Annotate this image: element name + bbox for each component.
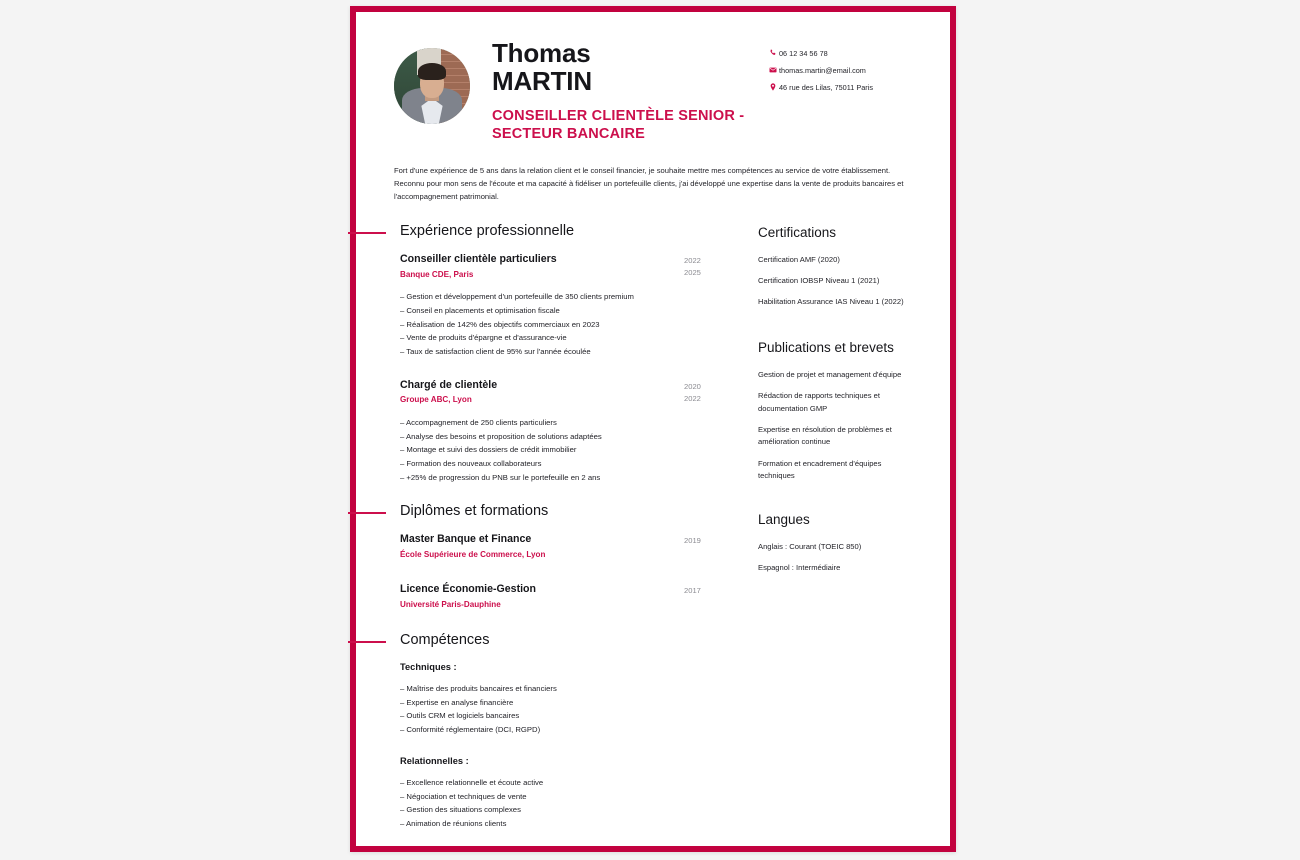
list-item: – Réalisation de 142% des objectifs commerciaux en 2023	[400, 319, 600, 329]
experience-org: Groupe ABC, Lyon	[400, 395, 472, 405]
location-pin-icon	[766, 83, 779, 91]
list-item: – Montage et suivi des dossiers de crédit immobilier	[400, 445, 577, 455]
skills-group-items	[394, 776, 730, 831]
envelope-icon	[766, 66, 779, 74]
education-entry-header	[394, 533, 730, 560]
list-item: Certification IOBSP Niveau 1 (2021)	[758, 275, 880, 285]
experience-entry	[394, 379, 730, 485]
resume-body	[394, 223, 918, 831]
section-dash-icon	[348, 232, 386, 234]
education-entry-titles	[394, 583, 684, 610]
section-heading-education-label: Diplômes et formations	[400, 503, 549, 520]
section-experience	[394, 223, 730, 485]
contact-email-value: thomas.martin@email.com	[779, 65, 866, 75]
education-entry	[394, 533, 730, 560]
list-item: – Conseil en placements et optimisation fiscale	[400, 305, 560, 315]
contact-email	[766, 67, 918, 76]
experience-entry-titles	[394, 379, 684, 406]
section-heading-experience	[394, 223, 730, 239]
list-item: Anglais : Courant (TOEIC 850)	[758, 541, 862, 551]
experience-date-start: 2022	[684, 255, 701, 265]
list-item: – Maîtrise des produits bancaires et financiers	[400, 684, 557, 694]
section-publications	[758, 340, 918, 482]
contact-phone	[766, 50, 918, 59]
phone-icon	[766, 49, 779, 57]
list-item: – Accompagnement de 250 clients particuliers	[400, 417, 557, 427]
contact-phone-value: 06 12 34 56 78	[779, 49, 828, 58]
education-entry	[394, 583, 730, 610]
section-heading-skills-label: Compétences	[400, 632, 490, 649]
education-school: Université Paris-Dauphine	[400, 599, 501, 609]
education-school: École Supérieure de Commerce, Lyon	[400, 550, 546, 560]
section-heading-education	[394, 503, 730, 519]
section-dash-icon	[348, 641, 386, 643]
list-item: – Gestion et développement d'un portefeuille de 350 clients premium	[400, 292, 634, 302]
list-item: – Gestion des situations complexes	[400, 805, 521, 815]
list-item: – +25% de progression du PNB sur le portefeuille en 2 ans	[400, 472, 601, 482]
list-item: – Animation de réunions clients	[400, 818, 507, 828]
list-item: – Négociation et techniques de vente	[400, 791, 527, 801]
education-year: 2017	[684, 585, 701, 595]
section-heading-experience-label: Expérience professionnelle	[400, 222, 575, 239]
name-block	[492, 40, 756, 144]
profile-summary: Fort d'une expérience de 5 ans dans la relation client et le conseil financier, je souhaite mettre mes compétences au service de votre établissement. Reconnu pour mon sens de l'écoute et ma capacité à fidéliser un portefeuille clients, j'ai développé une expertise dans la vente de produits bancaires et l'accompagnement patrimonial.	[394, 165, 904, 201]
contact-address	[766, 84, 918, 93]
resume-sheet	[350, 6, 956, 852]
experience-entry-header	[394, 253, 730, 280]
education-degree: Licence Économie-Gestion	[400, 582, 536, 595]
list-item: – Outils CRM et logiciels bancaires	[400, 711, 520, 721]
list-item: – Taux de satisfaction client de 95% sur l'année écoulée	[400, 346, 591, 356]
list-item: – Vente de produits d'épargne et d'assurance-vie	[400, 333, 567, 343]
experience-bullets	[394, 416, 730, 485]
education-year: 2019	[684, 536, 701, 546]
experience-dates	[684, 379, 730, 406]
experience-entry-titles	[394, 253, 684, 280]
list-item: – Expertise en analyse financière	[400, 697, 514, 707]
section-heading-certifications: Certifications	[758, 224, 837, 240]
section-skills	[394, 632, 730, 831]
list-item: – Conformité réglementaire (DCI, RGPD)	[400, 725, 541, 735]
education-entry-titles	[394, 533, 684, 560]
list-item: Formation et encadrement d'équipes techniques	[758, 458, 882, 480]
list-item: Rédaction de rapports techniques et documentation GMP	[758, 391, 881, 413]
first-name: Thomas	[492, 38, 591, 68]
list-item: Certification AMF (2020)	[758, 254, 840, 264]
last-name: MARTIN	[492, 65, 592, 96]
section-certifications	[758, 225, 918, 309]
list-item: – Formation des nouveaux collaborateurs	[400, 459, 542, 469]
experience-entry-header	[394, 379, 730, 406]
experience-dates	[684, 253, 730, 280]
experience-date-end: 2022	[684, 393, 701, 403]
experience-date-start: 2020	[684, 381, 701, 391]
section-heading-languages: Langues	[758, 512, 810, 528]
contact-address-value: 46 rue des Lilas, 75011 Paris	[779, 82, 873, 92]
list-item: Expertise en résolution de problèmes et amélioration continue	[758, 424, 892, 447]
skills-group-label: Relationnelles :	[400, 755, 469, 766]
skills-group-label: Techniques :	[400, 662, 457, 673]
section-dash-icon	[348, 512, 386, 514]
experience-date-end: 2025	[684, 268, 701, 278]
job-title: CONSEILLER CLIENTÈLE SENIOR - SECTEUR BANCAIRE	[492, 107, 745, 143]
list-item: – Analyse des besoins et proposition de solutions adaptées	[400, 431, 602, 441]
section-heading-skills	[394, 632, 730, 648]
section-languages	[758, 512, 918, 574]
resume-content	[356, 12, 950, 846]
experience-entry	[394, 253, 730, 359]
list-item: – Excellence relationnelle et écoute active	[400, 777, 544, 787]
avatar	[394, 48, 470, 124]
section-heading-publications: Publications et brevets	[758, 340, 894, 356]
experience-role: Conseiller clientèle particuliers	[400, 252, 557, 265]
list-item: Habilitation Assurance IAS Niveau 1 (2022)	[758, 297, 904, 307]
resume-header	[394, 40, 918, 144]
list-item: Gestion de projet et management d'équipe	[758, 370, 902, 380]
section-education	[394, 503, 730, 610]
experience-org: Banque CDE, Paris	[400, 269, 474, 279]
side-column	[730, 223, 918, 601]
education-entry-header	[394, 583, 730, 610]
experience-role: Chargé de clientèle	[400, 378, 498, 391]
contact-list	[766, 50, 918, 100]
list-item: Espagnol : Intermédiaire	[758, 563, 841, 573]
education-degree: Master Banque et Finance	[400, 533, 532, 546]
main-column	[394, 223, 730, 831]
experience-bullets	[394, 290, 730, 359]
skills-group-items	[394, 682, 730, 737]
avatar-hair	[418, 63, 447, 80]
